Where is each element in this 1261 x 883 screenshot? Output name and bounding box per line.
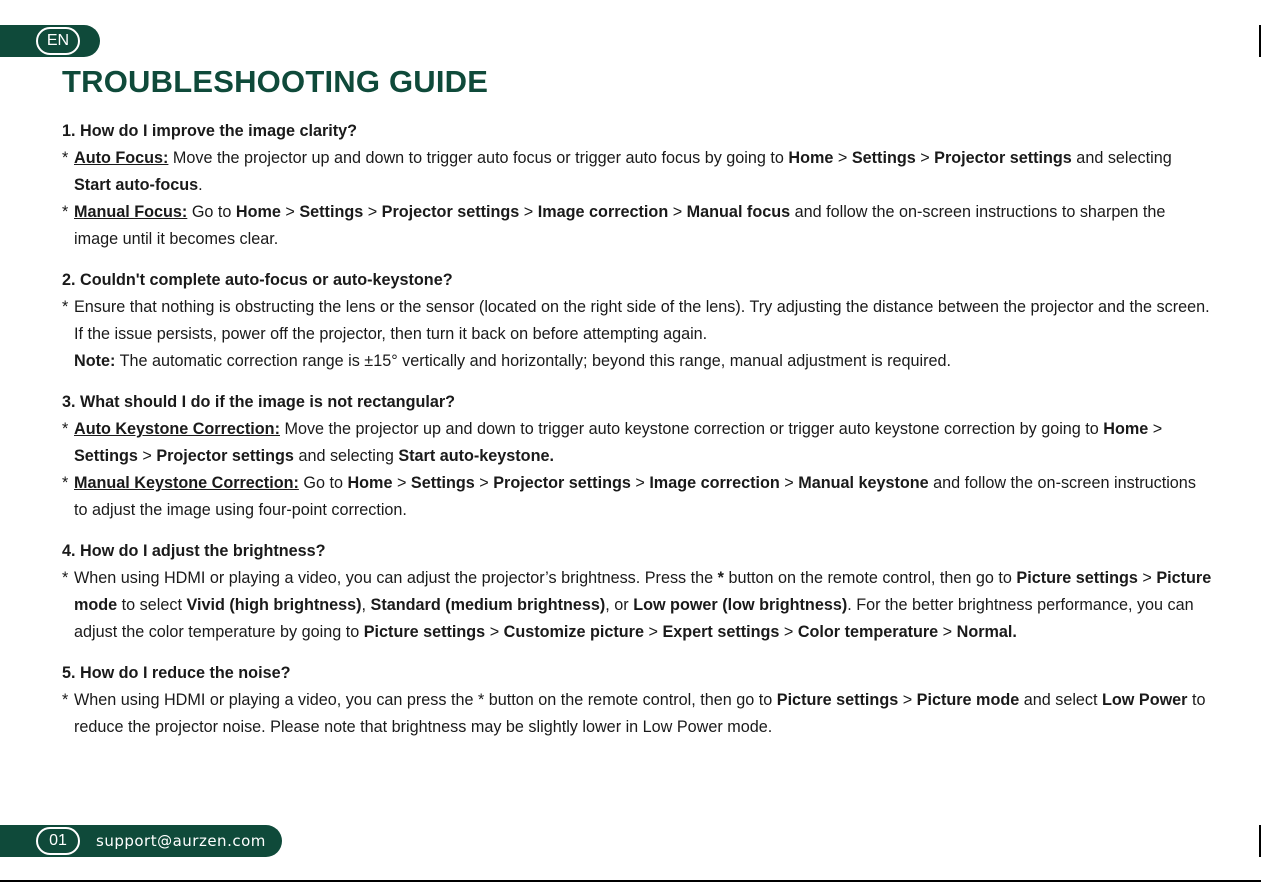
item-text: > <box>779 623 798 641</box>
guide-content <box>62 118 1212 755</box>
question-3: 3. What should I do if the image is not rectangular? <box>62 393 456 411</box>
option-vivid: Vivid (high brightness) <box>186 596 362 614</box>
item-text: > <box>898 691 917 709</box>
item-text: and selecting <box>1071 149 1172 167</box>
item-text: > <box>519 203 538 221</box>
item-text: Move the projector up and down to trigger auto focus or trigger auto focus by going to <box>168 149 789 167</box>
option-low-power: Low Power <box>1102 691 1188 709</box>
menu-path-settings: Settings <box>851 149 916 167</box>
menu-path-picture-mode: Picture mode <box>916 691 1020 709</box>
footer-tab <box>0 825 282 857</box>
menu-path-settings: Settings <box>299 203 364 221</box>
bullet-star: * <box>62 569 69 587</box>
item-text: Move the projector up and down to trigger auto keystone correction or trigger auto keystone correction by going to <box>279 420 1104 438</box>
remote-star-button-ref: * <box>717 569 724 587</box>
item-text: . For the better brightness performance, you can adjust the color temperature by going to <box>74 596 1194 641</box>
bullet-star: * <box>62 298 69 316</box>
item-text: and follow the on-screen instructions to adjust the image using four-point correction. <box>74 474 1196 519</box>
item-text: > <box>1148 420 1163 438</box>
note-label: Note: <box>74 352 116 370</box>
menu-path-picture-settings: Picture settings <box>363 623 486 641</box>
item-text: When using HDMI or playing a video, you can adjust the projector’s brightness. Press the <box>74 569 718 587</box>
menu-path-manual-keystone: Manual keystone <box>798 474 929 492</box>
language-tab <box>0 25 100 57</box>
menu-path-home: Home <box>235 203 281 221</box>
menu-path-projector-settings: Projector settings <box>934 149 1072 167</box>
menu-path-start-auto-keystone: Start auto-keystone. <box>398 447 554 465</box>
item-text: When using HDMI or playing a video, you can press the * button on the remote control, then go to <box>74 691 777 709</box>
note <box>62 348 1212 375</box>
menu-path-customize-picture: Customize picture <box>503 623 644 641</box>
menu-path-projector-settings: Projector settings <box>381 203 520 221</box>
bullet-star: * <box>62 149 69 167</box>
item-text: Go to <box>298 474 348 492</box>
menu-path-image-correction: Image correction <box>537 203 669 221</box>
item-text: > <box>938 623 957 641</box>
item-text: > <box>668 203 687 221</box>
list-item <box>62 470 1212 524</box>
menu-path-home: Home <box>347 474 393 492</box>
item-label: Manual Keystone Correction: <box>74 474 299 492</box>
section-1 <box>62 118 1212 253</box>
item-text: > <box>280 203 300 221</box>
menu-path-picture-settings: Picture settings <box>776 691 899 709</box>
menu-path-image-correction: Image correction <box>649 474 780 492</box>
page-title: TROUBLESHOOTING GUIDE <box>62 64 489 99</box>
item-text: > <box>779 474 799 492</box>
item-text: > <box>363 203 382 221</box>
section-4 <box>62 538 1212 646</box>
bullet-star: * <box>62 474 69 492</box>
menu-path-manual-focus: Manual focus <box>686 203 791 221</box>
item-text: > <box>485 623 504 641</box>
menu-path-picture-mode: Picture mode <box>74 569 1212 614</box>
item-text: Go to <box>187 203 236 221</box>
item-label: Auto Keystone Correction: <box>74 420 280 438</box>
question-4: 4. How do I adjust the brightness? <box>62 542 326 560</box>
question-5: 5. How do I reduce the noise? <box>62 664 291 682</box>
list-item <box>62 687 1212 741</box>
item-text: > <box>833 149 852 167</box>
list-item <box>62 145 1212 199</box>
bullet-star: * <box>62 203 69 221</box>
menu-path-settings: Settings <box>410 474 475 492</box>
note-text: The automatic correction range is ±15° vertically and horizontally; beyond this range, manual adjustment is required. <box>115 352 952 370</box>
item-text: > <box>630 474 650 492</box>
list-item <box>62 416 1212 470</box>
menu-path-settings: Settings <box>74 447 138 465</box>
menu-path-picture-settings: Picture settings <box>1016 569 1138 587</box>
list-item <box>62 199 1212 253</box>
page-number: 01 <box>36 827 80 855</box>
item-text: > <box>1137 569 1157 587</box>
bullet-star: * <box>62 420 69 438</box>
section-3 <box>62 389 1212 524</box>
list-item <box>62 565 1212 646</box>
support-email: support@aurzen.com <box>96 832 266 850</box>
item-text: > <box>137 447 157 465</box>
item-text: to select <box>117 596 187 614</box>
item-text: and selecting <box>293 447 399 465</box>
language-badge: EN <box>36 27 80 55</box>
item-label: Manual Focus: <box>74 203 188 221</box>
item-text: > <box>392 474 411 492</box>
menu-path-projector-settings: Projector settings <box>493 474 631 492</box>
menu-path-projector-settings: Projector settings <box>156 447 294 465</box>
item-text: , or <box>605 596 634 614</box>
item-text: and follow the on-screen instructions to sharpen the image until it becomes clear. <box>74 203 1166 248</box>
item-text: Ensure that nothing is obstructing the lens or the sensor (located on the right side of the lens). Try adjusting the distance between the projector and the screen. If the issue persists, power off the projector, then turn it back on before attempting again. <box>74 298 1210 343</box>
section-5 <box>62 660 1212 741</box>
item-label: Auto Focus: <box>74 149 169 167</box>
item-text: and select <box>1019 691 1103 709</box>
question-1: 1. How do I improve the image clarity? <box>62 122 358 140</box>
item-text: > <box>915 149 935 167</box>
list-item <box>62 294 1212 348</box>
item-text: . <box>198 176 203 194</box>
bullet-star: * <box>62 691 69 709</box>
item-text: > <box>643 623 663 641</box>
menu-path-color-temperature: Color temperature <box>797 623 939 641</box>
question-2: 2. Couldn't complete auto-focus or auto-keystone? <box>62 271 453 289</box>
menu-path-start-auto-focus: Start auto-focus <box>74 176 199 194</box>
menu-path-home: Home <box>788 149 834 167</box>
menu-path-normal: Normal. <box>956 623 1017 641</box>
menu-path-home: Home <box>1103 420 1149 438</box>
section-2 <box>62 267 1212 375</box>
item-text: > <box>474 474 494 492</box>
option-low-power: Low power (low brightness) <box>633 596 848 614</box>
menu-path-expert-settings: Expert settings <box>662 623 780 641</box>
bottom-rule <box>0 880 1261 882</box>
item-text: button on the remote control, then go to <box>723 569 1017 587</box>
option-standard: Standard (medium brightness) <box>370 596 606 614</box>
item-text: , <box>361 596 371 614</box>
item-text: to reduce the projector noise. Please note that brightness may be slightly lower in Low Power mode. <box>74 691 1206 736</box>
